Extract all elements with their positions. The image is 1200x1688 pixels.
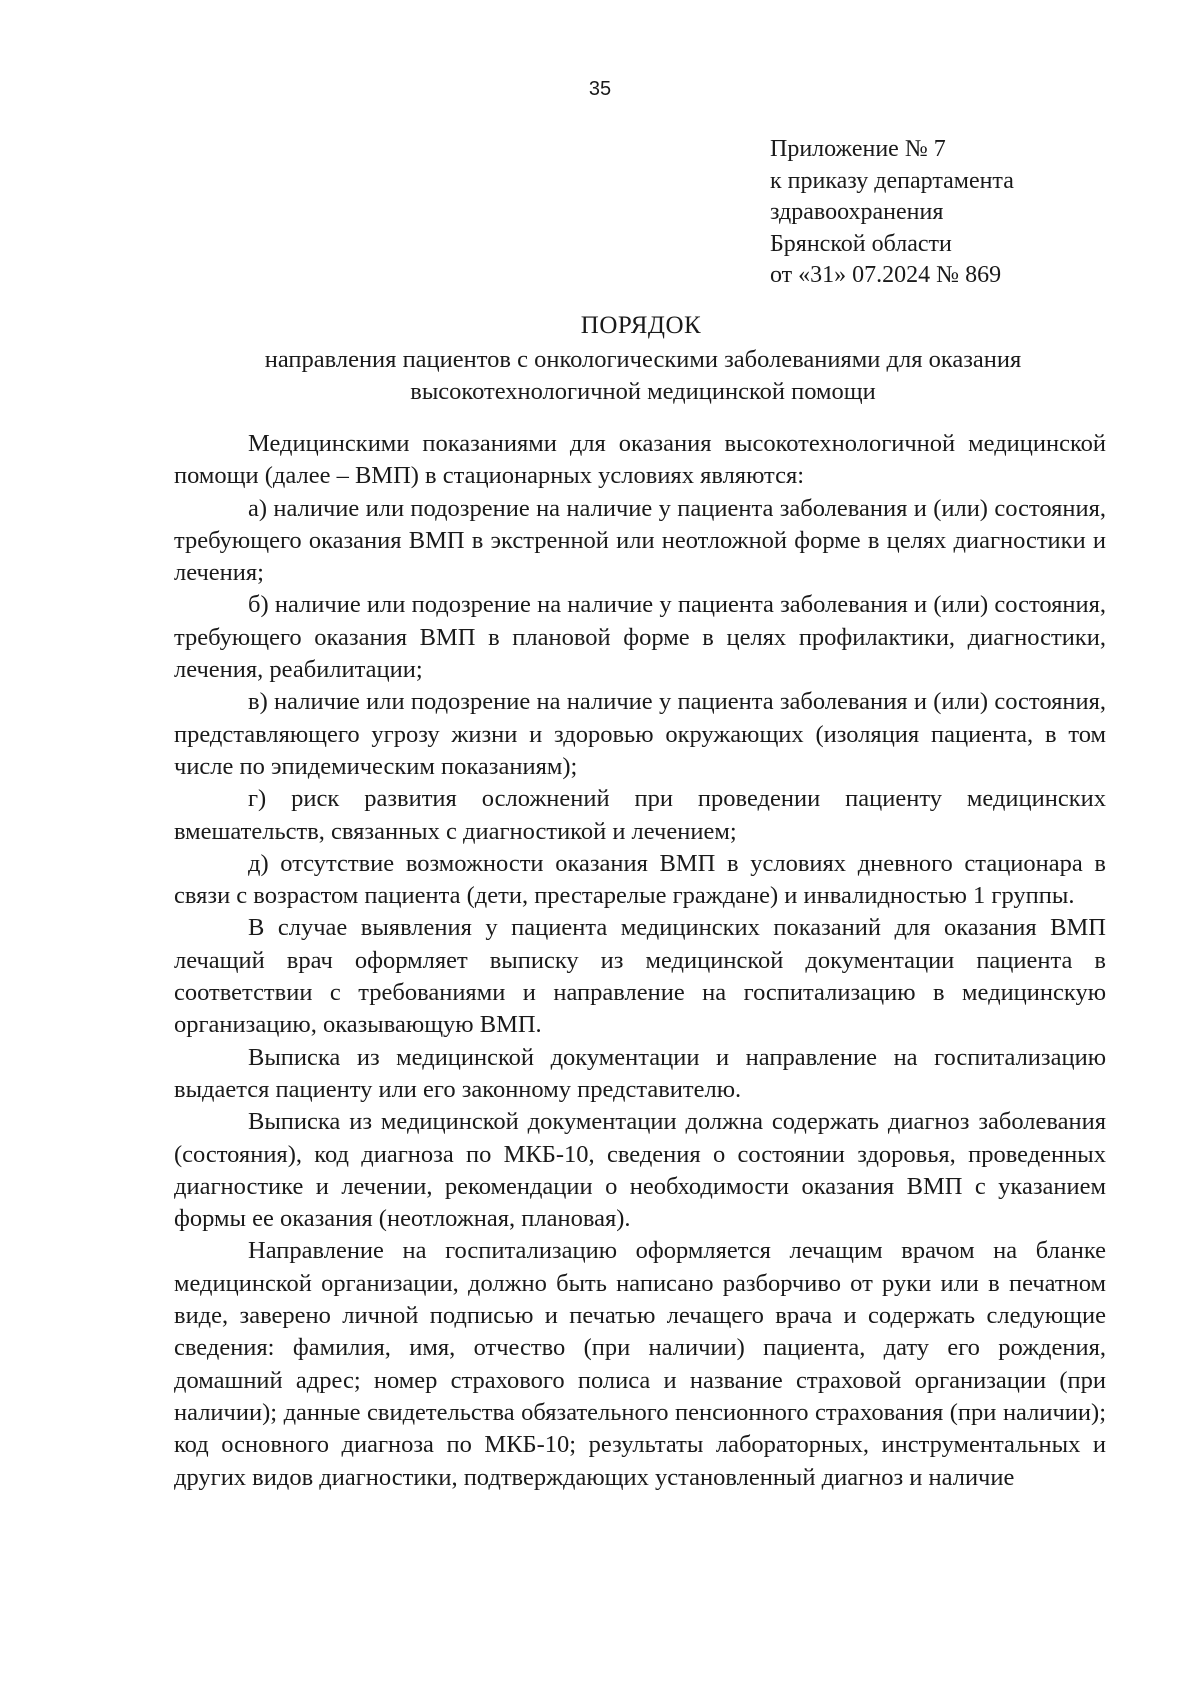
annex-line: от «31» 07.2024 № 869 [770,262,1002,288]
document-body [174,428,1106,1494]
annex-header [770,134,1014,292]
body-paragraph: б) наличие или подозрение на наличие у пациента заболевания и (или) состояния, требующего оказания ВМП в плановой форме в целях профилактики, диагностики, лечения, реабилитации; [174,591,1106,684]
body-paragraph: Направление на госпитализацию оформляется лечащим врачом на бланке медицинской организации, должно быть написано разборчиво от руки или в печатном виде, заверено личной подписью и печатью лечащего врача и содержать следующие сведения: фамилия, имя, отчество (при наличии) пациента, дату его рождения, домашний адрес; номер страхового полиса и название страховой организации (при наличии); данные свидетельства обязательного пенсионного страхования (при наличии); код основного диагноза по МКБ-10; результаты лабораторных, инструментальных и других видов диагностики, подтверждающих установленный диагноз и наличие [174,1237,1106,1491]
document-title: ПОРЯДОК [580,312,702,339]
body-paragraph: Выписка из медицинской документации и направление на госпитализацию выдается пациенту или его законному представителю. [174,1043,1106,1103]
document-subtitle: направления пациентов с онкологическими заболеваниями для оказания высокотехнологичной медицинской помощи [264,346,1022,405]
body-paragraph: в) наличие или подозрение на наличие у пациента заболевания и (или) состояния, представляющего угрозу жизни и здоровью окружающих (изоляция пациента, в том числе по эпидемическим показаниям); [174,688,1106,780]
body-paragraph: Выписка из медицинской документации должна содержать диагноз заболевания (состояния), код диагноза по МКБ-10, сведения о состоянии здоровья, проведенных диагностике и лечении, рекомендации о необходимости оказания ВМП с указанием формы ее оказания (неотложная, плановая). [174,1108,1106,1233]
body-paragraph: а) наличие или подозрение на наличие у пациента заболевания и (или) состояния, требующего оказания ВМП в экстренной или неотложной форме в целях диагностики и лечения; [174,494,1106,587]
annex-line: к приказу департамента [770,167,1014,194]
body-paragraph: д) отсутствие возможности оказания ВМП в условиях дневного стационара в связи с возрастом пациента (дети, престарелые граждане) и инвалидностью 1 группы. [174,849,1106,910]
annex-line: Приложение № 7 [770,136,946,162]
annex-line: здравоохранения [770,199,944,225]
body-paragraph: г) риск развития осложнений при проведении пациенту медицинских вмешательств, связанных с диагностикой и лечением; [174,785,1106,845]
body-paragraph: Медицинскими показаниями для оказания высокотехнологичной медицинской помощи (далее – ВМП) в стационарных условиях являются: [174,430,1106,490]
body-paragraph: В случае выявления у пациента медицинских показаний для оказания ВМП лечащий врач оформляет выписку из медицинской документации пациента в соответствии с требованиями и направление на госпитализацию в медицинскую организацию, оказывающую ВМП. [174,914,1106,1039]
page-number: 35 [588,78,612,100]
annex-line: Брянской области [770,230,952,257]
